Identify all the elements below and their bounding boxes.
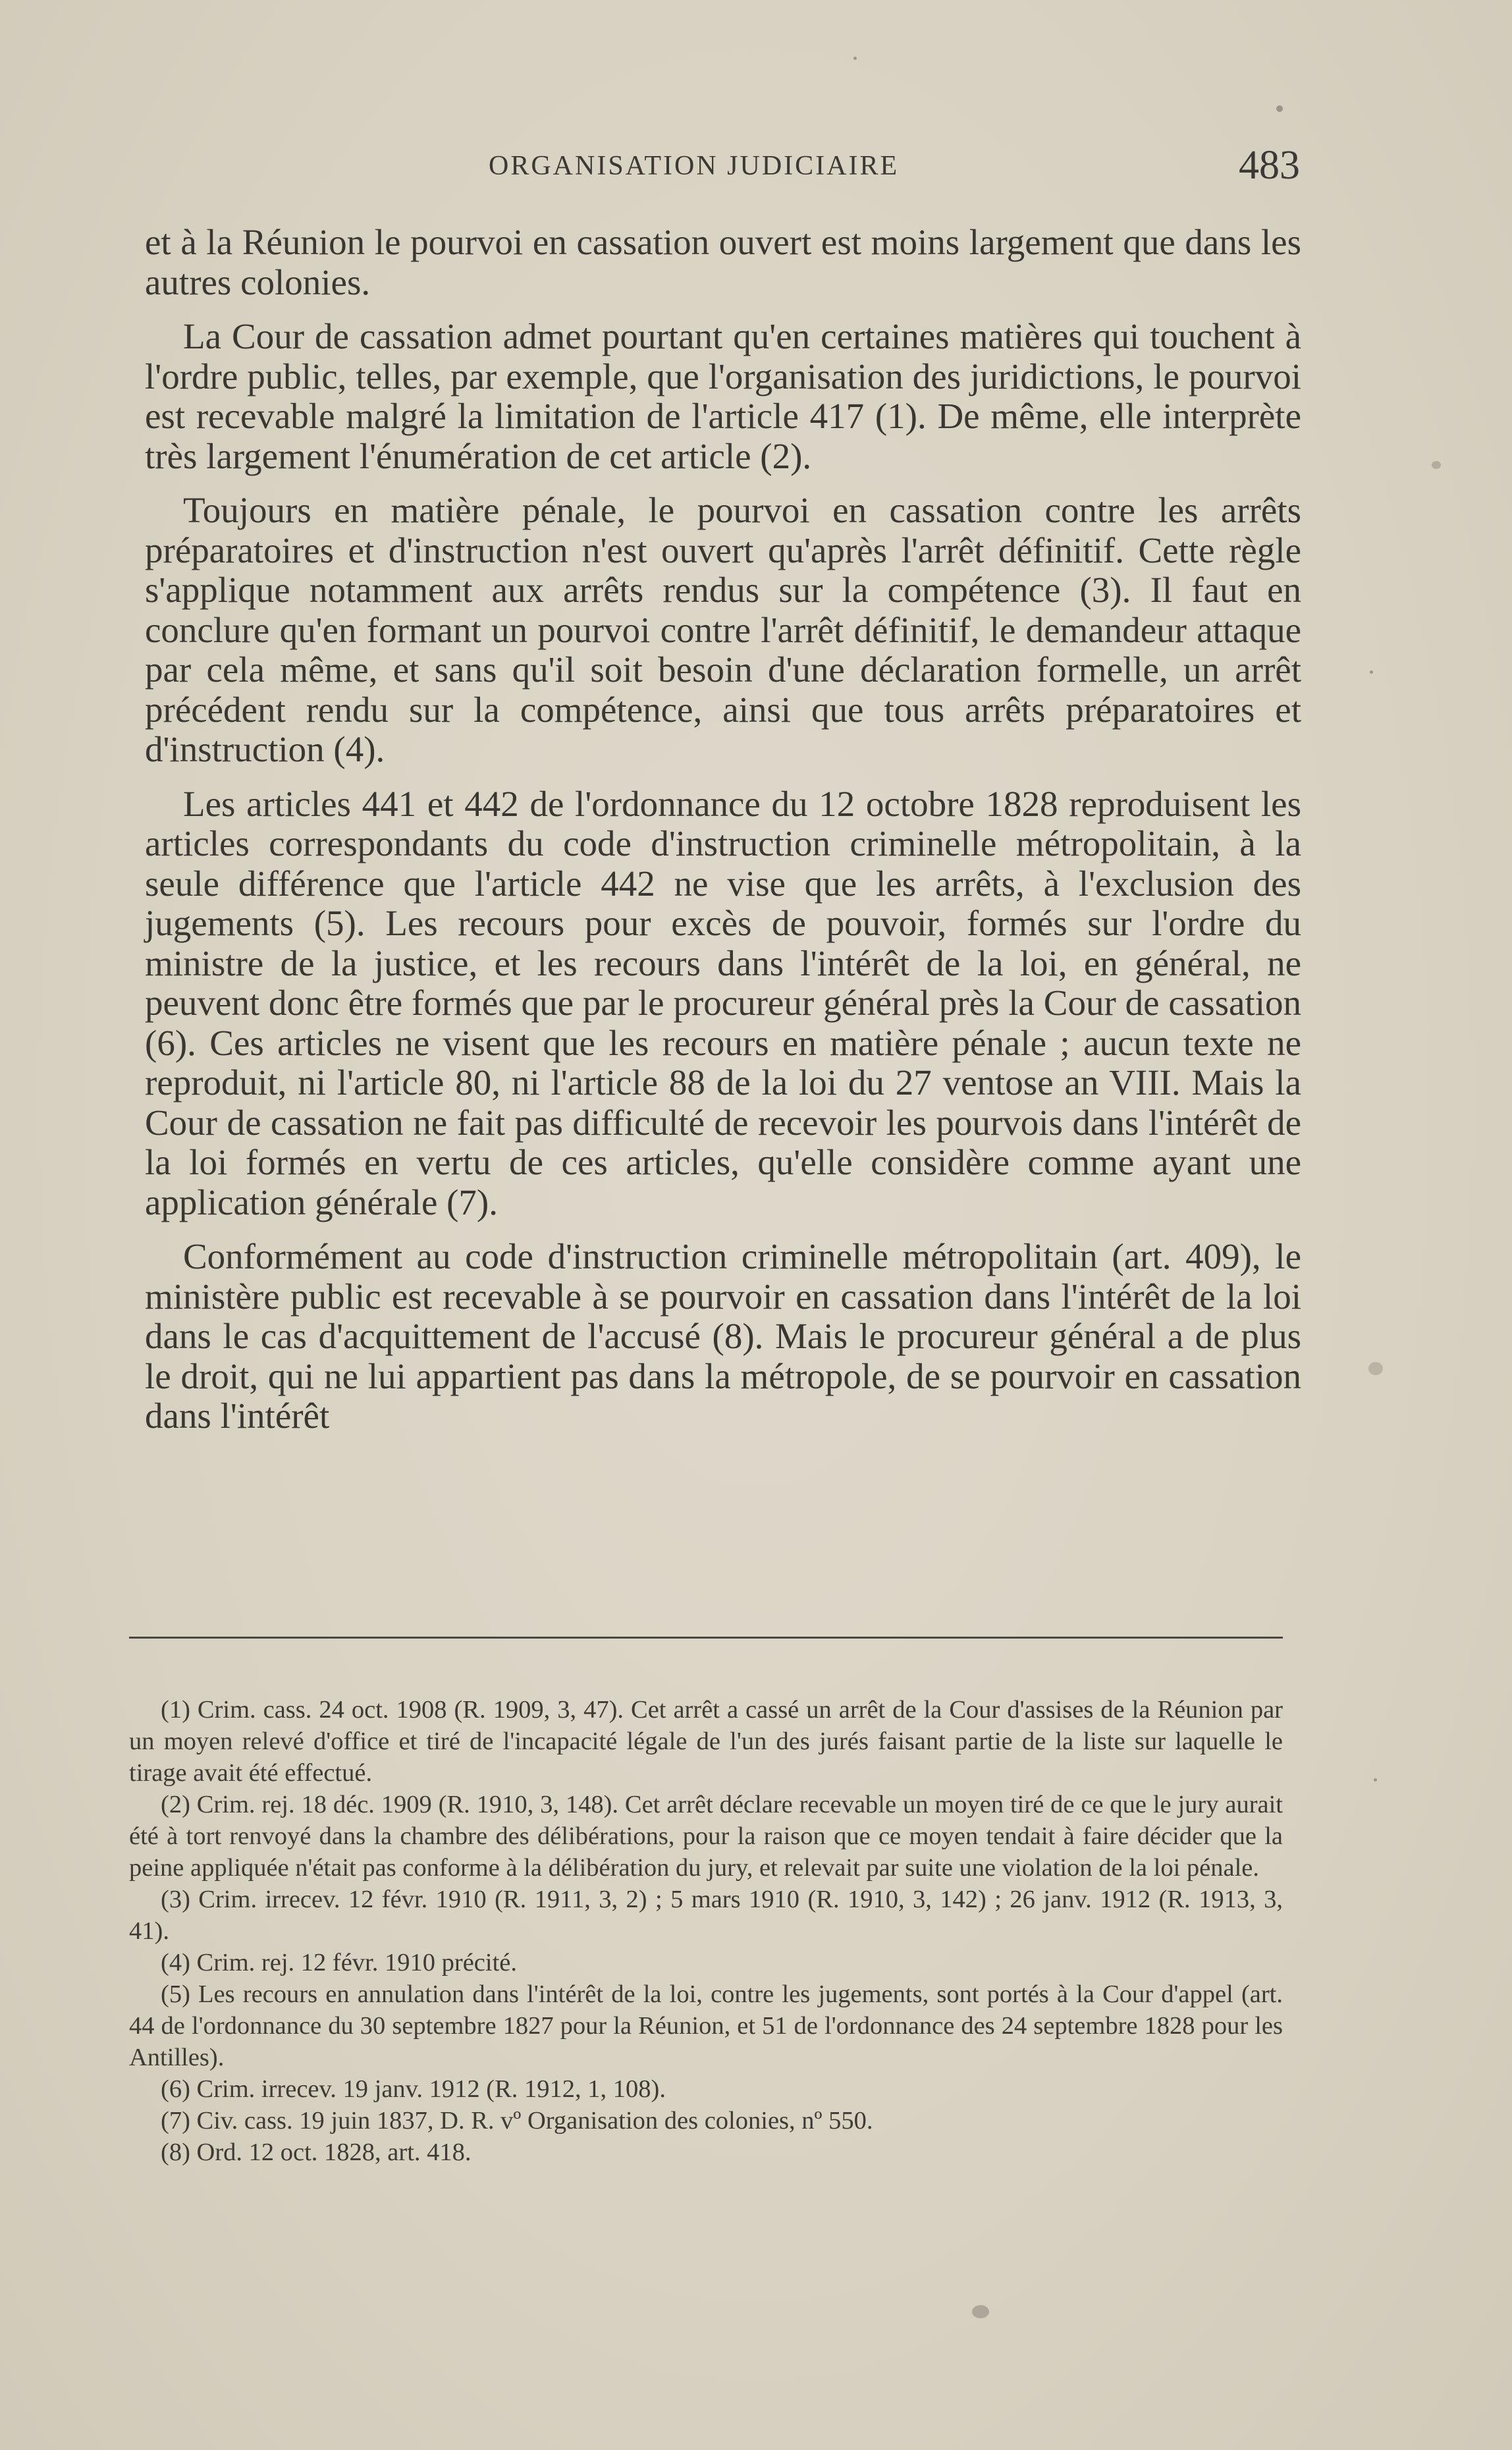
main-text	[145, 223, 1301, 1451]
footnotes	[129, 1694, 1283, 2168]
paragraph: Les articles 441 et 442 de l'ordonnance du 12 octobre 1828 reproduisent les articles correspondants du code d'instruction criminelle métropolitain, à la seule différence que l'article 442 ne vise que les arrêts, à l'exclusion des jugements (5). Les recours pour excès de pouvoir, formés sur l'ordre du ministre de la justice, et les recours dans l'intérêt de la loi, en général, ne peuvent donc être formés que par le procureur général près la Cour de cassation (6). Ces articles ne visent que les recours en matière pénale ; aucun texte ne reproduit, ni l'article 80, ni l'article 88 de la loi du 27 ventose an VIII. Mais la Cour de cassation ne fait pas difficulté de recevoir les pourvois dans l'intérêt de la loi formés en vertu de ces articles, qu'elle considère comme ayant une application générale (7).	[145, 783, 1301, 1222]
paragraph: et à la Réunion le pourvoi en cassation ouvert est moins largement que dans les autres colonies.	[145, 222, 1301, 302]
page-header	[145, 143, 1304, 192]
footnote: (1) Crim. cass. 24 oct. 1908 (R. 1909, 3, 47). Cet arrêt a cassé un arrêt de la Cour d'assises de la Réunion par un moyen relevé d'office et tiré de l'incapacité légale de l'un des jurés faisant partie de la liste sur laquelle le tirage avait été effectué.	[129, 1696, 1283, 1787]
paper-speck	[1432, 461, 1441, 469]
footnote-divider	[129, 1637, 1283, 1639]
paper-speck	[1368, 1362, 1383, 1375]
paper-speck	[1370, 670, 1373, 674]
footnote: (8) Ord. 12 oct. 1828, art. 418.	[161, 2138, 472, 2166]
running-title: ORGANISATION JUDICIAIRE	[489, 151, 900, 181]
paragraph: Toujours en matière pénale, le pourvoi en cassation contre les arrêts préparatoires et d'instruction n'est ouvert qu'après l'arrêt définitif. Cette règle s'applique notamment aux arrêts rendus sur la compétence (3). Il faut en conclure qu'en formant un pourvoi contre l'arrêt définitif, le demandeur attaque par cela même, et sans qu'il soit besoin d'une déclaration formelle, un arrêt précédent rendu sur la compétence, ainsi que tous arrêts préparatoires et d'instruction (4).	[145, 490, 1301, 769]
paragraph: Conformément au code d'instruction criminelle métropolitain (art. 409), le ministère public est recevable à se pourvoir en cassation dans l'intérêt de la loi dans le cas d'acquittement de l'accusé (8). Mais le procureur général a de plus le droit, qui ne lui appartient pas dans la métropole, de se pourvoir en cassation dans l'intérêt	[145, 1236, 1301, 1436]
paragraph: La Cour de cassation admet pourtant qu'en certaines matières qui touchent à l'ordre public, telles, par exemple, que l'organisation des juridictions, le pourvoi est recevable malgré la limitation de l'article 417 (1). De même, elle interprète très largement l'énumération de cet article (2).	[145, 316, 1301, 476]
paper-speck	[853, 57, 857, 60]
footnote: (6) Crim. irrecev. 19 janv. 1912 (R. 1912, 1, 108).	[161, 2075, 666, 2103]
paper-speck	[1374, 1778, 1377, 1782]
page-number: 483	[1239, 143, 1300, 188]
footnote: (2) Crim. rej. 18 déc. 1909 (R. 1910, 3, 148). Cet arrêt déclare recevable un moyen tiré de ce que le jury aurait été à tort renvoyé dans la chambre des délibérations, pour la raison que ce moyen tendait à faire décider que la peine appliquée n'était pas conforme à la délibération du jury, et relevait par suite une violation de la loi pénale.	[129, 1791, 1283, 1882]
paper-speck	[1276, 105, 1283, 112]
footnote: (7) Civ. cass. 19 juin 1837, D. R. vº Organisation des colonies, nº 550.	[161, 2107, 873, 2135]
footnote: (3) Crim. irrecev. 12 févr. 1910 (R. 1911, 3, 2) ; 5 mars 1910 (R. 1910, 3, 142) ; 26 janv. 1912 (R. 1913, 3, 41).	[129, 1886, 1283, 1945]
paper-speck	[972, 2305, 989, 2318]
footnote: (5) Les recours en annulation dans l'intérêt de la loi, contre les jugements, sont portés à la Cour d'appel (art. 44 de l'ordonnance du 30 septembre 1827 pour la Réunion, et 51 de l'ordonnance des 24 septembre 1828 pour les Antilles).	[129, 1980, 1283, 2071]
footnote: (4) Crim. rej. 12 févr. 1910 précité.	[161, 1949, 517, 1976]
